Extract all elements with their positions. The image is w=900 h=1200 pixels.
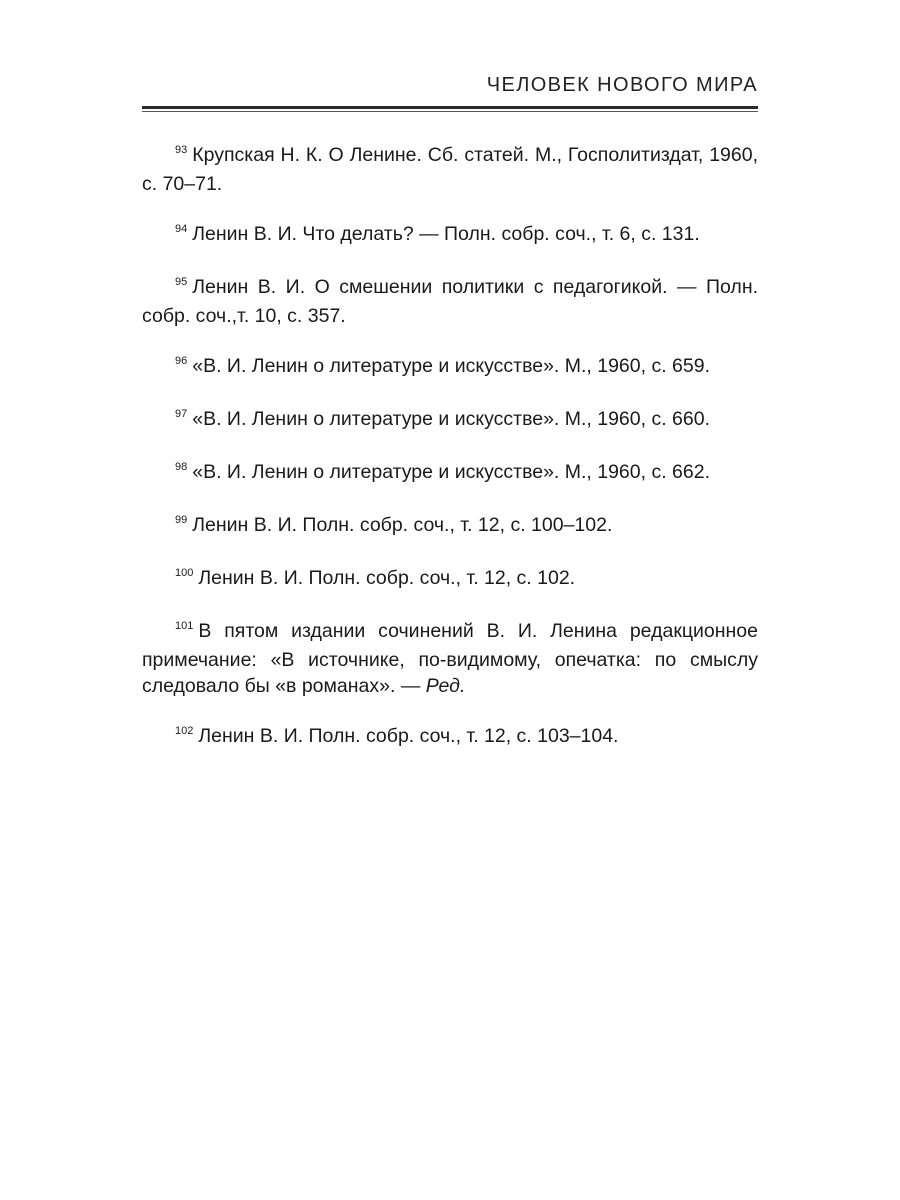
footnote-text: «В. И. Ленин о литературе и искусстве». М., 1960, с. 662. [192, 461, 710, 483]
footnote-number: 99 [175, 514, 188, 526]
footnote-101 [142, 618, 758, 699]
header-rule [142, 106, 758, 109]
footnote-number: 93 [175, 144, 188, 156]
footnote-number: 98 [175, 461, 188, 473]
footnote-102 [142, 723, 758, 752]
footnote-99 [142, 512, 758, 541]
footnote-text: «В. И. Ленин о литературе и искусстве». М., 1960, с. 659. [192, 355, 710, 377]
footnote-text: Ленин В. И. Полн. собр. соч., т. 12, с. 103–104. [198, 725, 619, 747]
footnote-editor-mark: Ред. [425, 675, 466, 697]
footnote-text: В пятом издании сочинений В. И. Ленина редакционное примечание: «В источнике, по-видимому, опечатка: по смыслу следовало бы «в романах». — [142, 620, 758, 697]
footnote-number: 94 [175, 223, 188, 235]
header-rule-thin [142, 111, 758, 112]
footnote-text: Ленин В. И. Полн. собр. соч., т. 12, с. 100–102. [192, 514, 613, 536]
footnote-number: 96 [175, 355, 188, 367]
footnote-98 [142, 459, 758, 488]
footnotes-list [142, 142, 758, 776]
footnote-number: 102 [175, 725, 194, 737]
footnote-number: 100 [175, 567, 194, 579]
footnote-text: Крупская Н. К. О Ленине. Сб. статей. М., Госполитиздат, 1960, с. 70–71. [142, 144, 758, 195]
footnote-94 [142, 221, 758, 250]
footnote-number: 101 [175, 620, 194, 632]
footnote-number: 97 [175, 408, 188, 420]
footnote-93 [142, 142, 758, 197]
footnote-97 [142, 406, 758, 435]
footnote-95 [142, 274, 758, 329]
footnote-text: Ленин В. И. Что делать? — Полн. собр. соч., т. 6, с. 131. [192, 223, 700, 245]
footnote-number: 95 [175, 276, 188, 288]
footnote-text: Ленин В. И. О смешении политики с педагогикой. — Полн. собр. соч.,т. 10, с. 357. [142, 276, 758, 327]
footnote-text: «В. И. Ленин о литературе и искусстве». М., 1960, с. 660. [192, 408, 710, 430]
footnote-100 [142, 565, 758, 594]
running-title: ЧЕЛОВЕК НОВОГО МИРА [486, 74, 758, 96]
footnote-96 [142, 353, 758, 382]
footnote-text: Ленин В. И. Полн. собр. соч., т. 12, с. 102. [198, 567, 576, 589]
